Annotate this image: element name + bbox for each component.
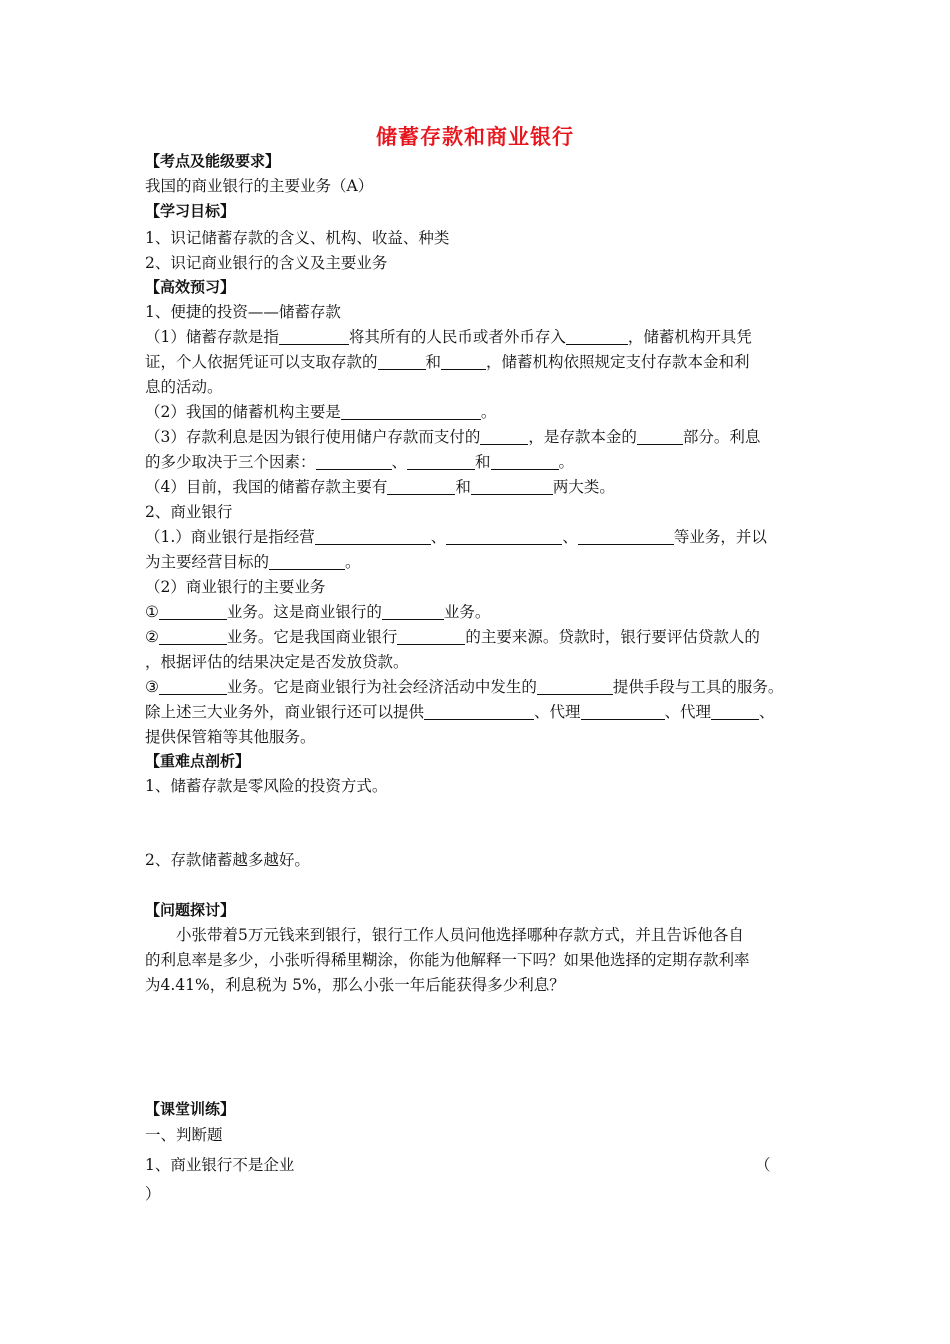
text: 等业务，并以 (673, 528, 767, 546)
bank-line-9: 提供保管箱等其他服务。 (145, 728, 316, 746)
discussion-line-3: 为4.41%，利息税为 5%，那么小张一年后能获得多少利息？ (145, 976, 565, 994)
text: ① (145, 603, 159, 621)
answer-paren-open[interactable]: （ (755, 1156, 771, 1174)
bank-line-3: （2）商业银行的主要业务 (145, 578, 326, 596)
bank-line-7 (145, 677, 783, 697)
heading-discussion: 【问题探讨】 (145, 901, 236, 919)
bank-line-1 (145, 527, 767, 547)
text: 、 (562, 528, 578, 546)
text: 的多少取决于三个因素： (145, 453, 316, 471)
preview-line-4 (145, 402, 496, 422)
fill-blank[interactable] (537, 678, 613, 695)
fill-blank[interactable] (566, 328, 628, 345)
text: 和 (425, 353, 442, 371)
fill-blank[interactable] (446, 528, 562, 545)
section-1-title: 1、便捷的投资——储蓄存款 (145, 303, 341, 321)
fill-blank[interactable] (471, 478, 553, 495)
fill-blank[interactable] (441, 353, 486, 370)
text: （4）目前，我国的储蓄存款主要有 (145, 478, 388, 496)
fill-blank[interactable] (279, 328, 349, 345)
text: 、 (391, 453, 408, 471)
fill-blank[interactable] (480, 428, 528, 445)
preview-line-5 (145, 427, 760, 447)
text: ，储蓄机构依照规定支付存款本金和利 (486, 353, 750, 371)
fill-blank[interactable] (578, 528, 674, 545)
text: （3）存款利息是因为银行使用储户存款而支付的 (145, 428, 481, 446)
text: 。 (558, 453, 575, 471)
text: 。 (480, 403, 497, 421)
text: 证，个人依据凭证可以支取存款的 (145, 353, 378, 371)
analysis-2: 2、存款储蓄越多越好。 (145, 851, 310, 869)
text: 业务。它是商业银行为社会经济活动中发生的 (226, 678, 537, 696)
fill-blank[interactable] (159, 628, 227, 645)
heading-goals: 【学习目标】 (145, 202, 236, 220)
page-title: 储蓄存款和商业银行 (376, 125, 574, 149)
bank-line-5 (145, 627, 760, 647)
text: 和 (475, 453, 491, 471)
heading-preview: 【高效预习】 (145, 278, 236, 296)
fill-blank[interactable] (491, 453, 559, 470)
bank-line-2 (145, 552, 361, 572)
fill-blank[interactable] (315, 528, 431, 545)
text: 、 (430, 528, 447, 546)
text: 、代理 (664, 703, 712, 721)
text: ② (145, 628, 159, 646)
text: 、代理 (534, 703, 581, 721)
fill-blank[interactable] (711, 703, 759, 720)
text: 为主要经营目标的 (145, 553, 270, 571)
fill-blank[interactable] (424, 703, 534, 720)
fill-blank[interactable] (387, 478, 455, 495)
bank-line-6: ，根据评估的结果决定是否发放贷款。 (145, 653, 409, 671)
text: （1）储蓄存款是指 (145, 328, 279, 346)
text: 业务。 (443, 603, 491, 621)
text: 。 (345, 553, 361, 571)
fill-blank[interactable] (159, 678, 227, 695)
text: 和 (455, 478, 471, 496)
goal-2: 2、识记商业银行的含义及主要业务 (145, 254, 388, 272)
training-section: 一、判断题 (145, 1126, 223, 1144)
text: 提供手段与工具的服务。 (612, 678, 784, 696)
preview-line-7 (145, 477, 615, 497)
bank-line-8 (145, 702, 775, 722)
discussion-line-2: 的利息率是多少，小张听得稀里糊涂，你能为他解释一下吗？如果他选择的定期存款利率 (145, 951, 750, 969)
text: 部分。利息 (682, 428, 761, 446)
section-2-title: 2、商业银行 (145, 503, 233, 521)
fill-blank[interactable] (316, 453, 392, 470)
fill-blank[interactable] (341, 403, 481, 420)
training-question-1: 1、商业银行不是企业 (145, 1156, 295, 1174)
preview-line-1 (145, 327, 752, 347)
heading-analysis: 【重难点剖析】 (145, 752, 251, 770)
text: 两大类。 (552, 478, 615, 496)
fill-blank[interactable] (397, 628, 465, 645)
text: 业务。这是商业银行的 (226, 603, 382, 621)
text: 将其所有的人民币或者外币存入 (348, 328, 566, 346)
bank-line-4 (145, 602, 490, 622)
answer-paren-close[interactable]: ） (145, 1185, 161, 1203)
fill-blank[interactable] (382, 603, 444, 620)
text: 业务。它是我国商业银行 (226, 628, 398, 646)
preview-line-6 (145, 452, 574, 472)
heading-training: 【课堂训练】 (145, 1100, 236, 1118)
fill-blank[interactable] (407, 453, 475, 470)
preview-line-2 (145, 352, 750, 372)
fill-blank[interactable] (637, 428, 683, 445)
fill-blank[interactable] (269, 553, 345, 570)
preview-line-3: 息的活动。 (145, 378, 223, 396)
fill-blank[interactable] (159, 603, 227, 620)
requirement-text: 我国的商业银行的主要业务（A） (145, 177, 374, 195)
discussion-line-1: 小张带着5万元钱来到银行，银行工作人员问他选择哪种存款方式，并且告诉他各自 (176, 926, 744, 944)
text: ③ (145, 678, 159, 696)
fill-blank[interactable] (581, 703, 665, 720)
text: （2）我国的储蓄机构主要是 (145, 403, 341, 421)
text: 的主要来源。贷款时，银行要评估贷款人的 (465, 628, 760, 646)
fill-blank[interactable] (378, 353, 426, 370)
text: 除上述三大业务外，商业银行还可以提供 (145, 703, 425, 721)
analysis-1: 1、储蓄存款是零风险的投资方式。 (145, 777, 388, 795)
heading-requirements: 【考点及能级要求】 (145, 152, 281, 170)
text: ，储蓄机构开具凭 (627, 328, 752, 346)
text: （1.）商业银行是指经营 (145, 528, 315, 546)
text: 、 (759, 703, 775, 721)
text: ，是存款本金的 (528, 428, 637, 446)
goal-1: 1、识记储蓄存款的含义、机构、收益、种类 (145, 229, 450, 247)
